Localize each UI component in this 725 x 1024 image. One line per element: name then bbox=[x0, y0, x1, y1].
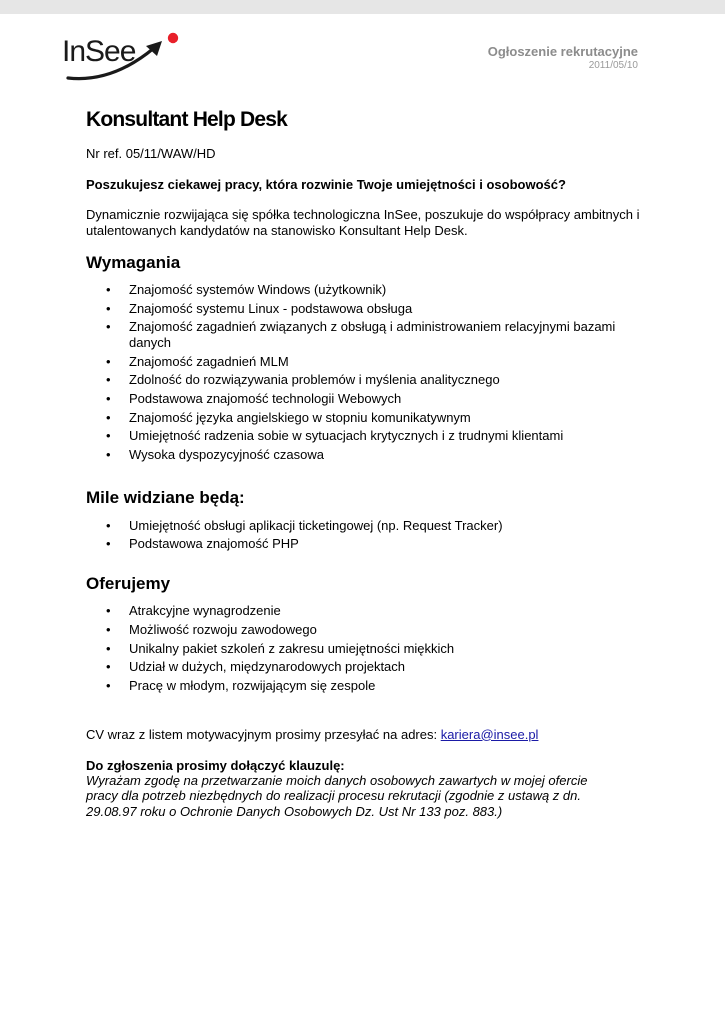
list-item: • Znajomość języka angielskiego w stopniu komunikatywnym bbox=[86, 410, 646, 426]
nice-to-have-heading: Mile widziane będą: bbox=[86, 487, 245, 507]
list-item: • Zdolność do rozwiązywania problemów i myślenia analitycznego bbox=[86, 372, 646, 388]
list-item: • Udział w dużych, międzynarodowych projektach bbox=[86, 659, 646, 675]
consent-clause: Wyrażam zgodę na przetwarzanie moich danych osobowych zawartych w mojej ofercie pracy dla potrzeb niezbędnych do realizacji procesu rekrutacji (zgodnie z ustawą z dn. 29.08.97 roku o Ochronie Danych Osobowych Dz. Ust Nr 133 poz. 883.) bbox=[86, 772, 588, 819]
list-item: • Umiejętność obsługi aplikacji ticketingowej (np. Request Tracker) bbox=[86, 518, 646, 534]
list-item: • Pracę w młodym, rozwijającym się zespole bbox=[86, 678, 646, 694]
list-item: • Podstawowa znajomość PHP bbox=[86, 536, 646, 552]
application-text: CV wraz z listem motywacyjnym prosimy przesyłać na adres: bbox=[86, 726, 441, 742]
offer-heading: Oferujemy bbox=[86, 574, 171, 594]
requirements-heading: Wymagania bbox=[86, 253, 181, 272]
list-item: • Znajomość zagadnień związanych z obsługą i administrowaniem relacyjnymi bazami danych bbox=[86, 319, 646, 351]
email-link[interactable]: kariera@insee.pl bbox=[440, 726, 539, 742]
application-instructions bbox=[86, 727, 646, 743]
nice-to-have-list bbox=[86, 518, 646, 553]
requirements-list bbox=[86, 282, 646, 463]
logo-red-dot bbox=[168, 33, 178, 43]
list-item: • Atrakcyjne wynagrodzenie bbox=[86, 603, 646, 619]
lead-question: Poszukujesz ciekawej pracy, która rozwinie Twoje umiejętności i osobowość? bbox=[86, 177, 566, 192]
insee-logo-graphic bbox=[62, 28, 187, 84]
top-bar bbox=[0, 0, 725, 14]
list-item: • Znajomość zagadnień MLM bbox=[86, 354, 646, 370]
list-item: • Unikalny pakiet szkoleń z zakresu umiejętności miękkich bbox=[86, 641, 646, 657]
offer-list bbox=[86, 603, 646, 693]
document-type: Ogłoszenie rekrutacyjne bbox=[487, 44, 638, 59]
reference-number: Nr ref. 05/11/WAW/HD bbox=[86, 146, 216, 161]
list-item: • Wysoka dyspozycyjność czasowa bbox=[86, 447, 646, 463]
document-date: 2011/05/10 bbox=[588, 60, 638, 71]
list-item: • Umiejętność radzenia sobie w sytuacjach krytycznych i z trudnymi klientami bbox=[86, 428, 646, 444]
document-header bbox=[488, 44, 638, 71]
list-item: • Znajomość systemu Linux - podstawowa obsługa bbox=[86, 301, 646, 317]
list-item: • Znajomość systemów Windows (użytkownik) bbox=[86, 282, 646, 298]
job-title: Konsultant Help Desk bbox=[86, 108, 288, 131]
logo-text: InSee bbox=[62, 35, 136, 68]
intro-paragraph: Dynamicznie rozwijająca się spółka technologiczna InSee, poszukuje do współpracy ambitnych i utalentowanych kandydatów na stanowisko Konsultant Help Desk. bbox=[86, 207, 640, 238]
insee-logo bbox=[62, 28, 187, 84]
job-posting bbox=[86, 108, 646, 819]
list-item: • Możliwość rozwoju zawodowego bbox=[86, 622, 646, 638]
clause-title: Do zgłoszenia prosimy dołączyć klauzulę: bbox=[86, 757, 345, 773]
list-item: • Podstawowa znajomość technologii Webowych bbox=[86, 391, 646, 407]
